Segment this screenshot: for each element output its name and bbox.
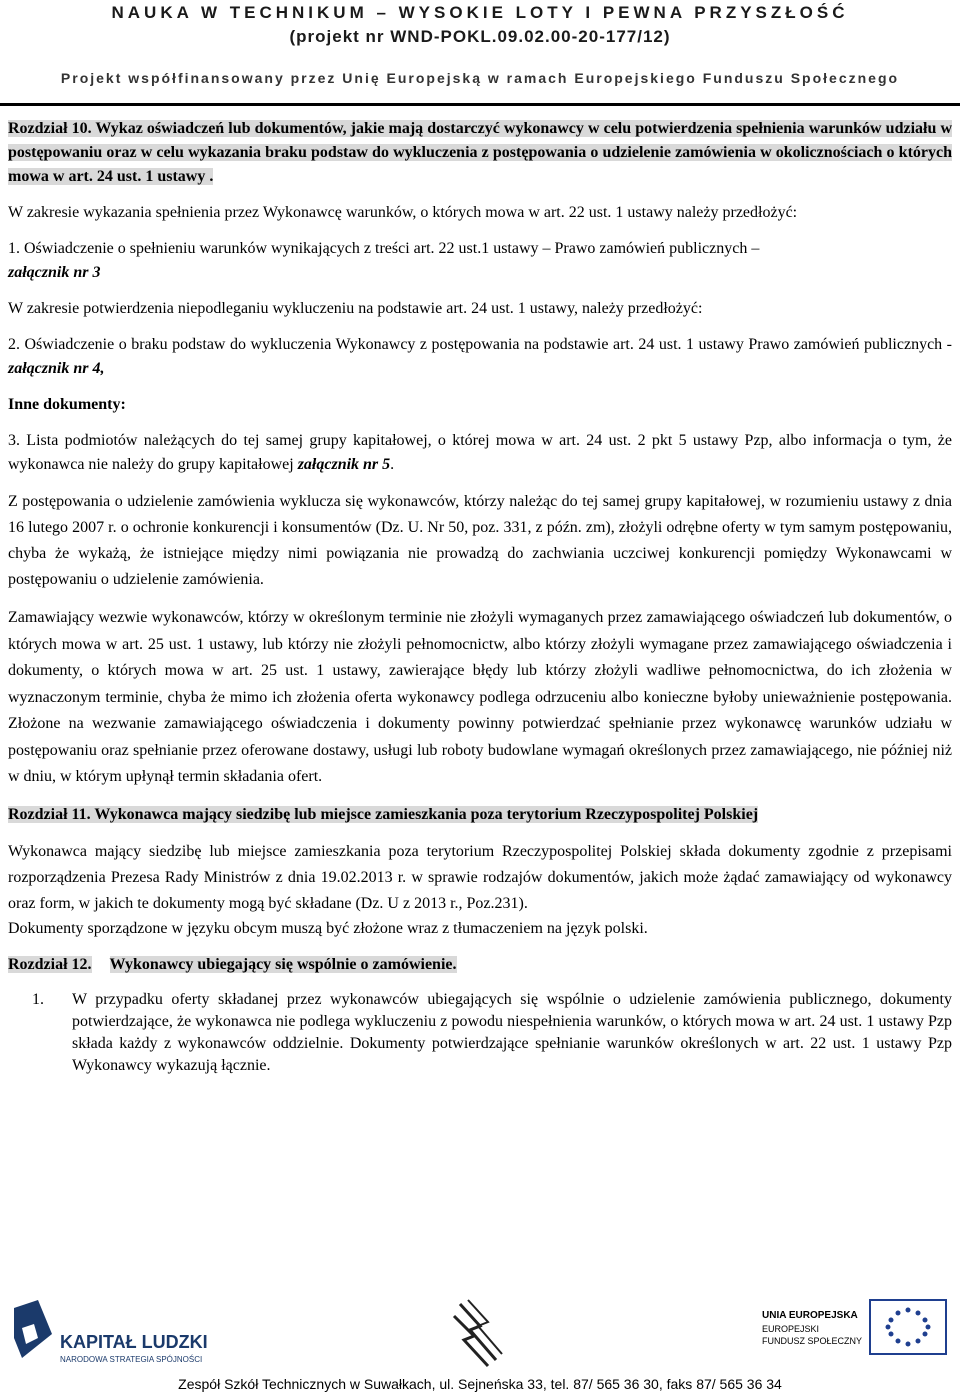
funding-note: Projekt współfinansowany przez Unię Europejską w ramach Europejskiego Funduszu Społecznego xyxy=(60,70,900,86)
paragraph: Dokumenty sporządzone w języku obcym muszą być złożone wraz z tłumaczeniem na język polski. xyxy=(8,919,648,937)
eu-flag-icon xyxy=(760,1296,950,1360)
list-item: 3. Lista podmiotów należących do tej samej grupy kapitałowej, o której mowa w art. 24 ust. 2 pkt 5 ustawy Pzp, albo informacja o tym, że wykonawca nie należy do grupy kapitałowej załącznik nr 5. xyxy=(8,432,952,473)
list-item: 2. Oświadczenie o braku podstaw do wykluczenia Wykonawcy z postępowania na podstawie art. 24 ust. 1 ustawy Prawo zamówień publicznych - załącznik nr 4, xyxy=(8,336,952,377)
chapter-11-title: Rozdział 11. Wykonawca mający siedzibę lub miejsce zamieszkania poza terytorium Rzeczypospolitej Polskiej xyxy=(8,805,759,823)
list-item: 1. Oświadczenie o spełnieniu warunków wynikających z treści art. 22 ust.1 ustawy – Prawo zamówień publicznych – załącznik nr 3 xyxy=(8,240,760,281)
eu-title: UNIA EUROPEJSKA xyxy=(762,1310,858,1321)
kapital-ludzki-icon xyxy=(12,1298,232,1368)
paragraph: W zakresie wykazania spełnienia przez Wykonawcę warunków, o których mowa w art. 22 ust. 1 ustawy należy przedłożyć: xyxy=(8,204,798,221)
eu-social-fund-logo xyxy=(760,1296,950,1360)
chapter-12-title: Rozdział 12. Wykonawcy ubiegający się wspólnie o zamówienie. xyxy=(8,955,457,973)
eu-fund-line1: EUROPEJSKI xyxy=(762,1324,820,1334)
chapter-10-title: Rozdział 10. Wykaz oświadczeń lub dokumentów, jakie mają dostarczyć wykonawcy w celu potwierdzenia spełnienia warunków udziału w postępowaniu oraz w celu wykazania braku podstaw do wykluczenia z postępowania o udzielenie zamówienia w okolicznościach o których mowa w art. 24 ust. 1 ustawy . xyxy=(8,120,952,185)
kapital-ludzki-logo xyxy=(12,1298,232,1368)
document-body xyxy=(8,117,952,1077)
header-divider xyxy=(0,103,960,106)
project-title: NAUKA W TECHNIKUM – WYSOKIE LOTY I PEWNA PRZYSZŁOŚĆ xyxy=(111,3,849,22)
project-number: (projekt nr WND-POKL.09.02.00-20-177/12) xyxy=(289,27,671,46)
paragraph: Zamawiający wezwie wykonawców, którzy w określonym terminie nie złożyli wymaganych przez zamawiającego oświadczeń lub dokumentów, o których mowa w art. 25 ust. 1 ustawy, lub którzy nie złożyli pełnomocnictw, albo którzy złożyli wymagane przez zamawiającego oświadczenia i dokumenty, o których mowa w art. 25 ust. 1 ustawy, zawierające błędy lub którzy złożyli wadliwe pełnomocnictwa, do ich złożenia w wyznaczonym terminie, chyba że mimo ich złożenia oferta wykonawcy podlega odrzuceniu albo konieczne byłoby unieważnienie postępowania. Złożone na wezwanie zamawiającego oświadczenia i dokumenty powinny potwierdzać spełnianie przez wykonawcę warunków udziału w postępowaniu oraz spełnianie przez oferowane dostawy, usługi lub roboty budowlane wymagań określonych przez zamawiającego, nie później niż w dniu, w którym upłynął termin składania ofert. xyxy=(8,609,952,785)
attachment-ref: załącznik nr 4, xyxy=(8,360,105,377)
other-docs-heading: Inne dokumenty: xyxy=(8,396,126,413)
attachment-ref: załącznik nr 5 xyxy=(297,456,391,473)
kl-title: KAPITAŁ LUDZKI xyxy=(60,1332,208,1352)
school-emblem xyxy=(440,1296,520,1368)
footer-address: Zespół Szkół Technicznych w Suwałkach, ul. Sejneńska 33, tel. 87/ 565 36 30, faks 87/ 565 36 34 xyxy=(178,1376,782,1392)
attachment-ref: załącznik nr 3 xyxy=(8,264,101,281)
eu-fund-line2: FUNDUSZ SPOŁECZNY xyxy=(762,1336,863,1346)
kl-subtitle: NARODOWA STRATEGIA SPÓJNOŚCI xyxy=(60,1355,203,1364)
paragraph: Z postępowania o udzielenie zamówienia wyklucza się wykonawców, którzy należąc do tej samej grupy kapitałowej, w rozumieniu ustawy z dnia 16 lutego 2007 r. o ochronie konkurencji i konsumentów (Dz. U. Nr 50, poz. 331, z późn. zm), złożyli odrębne oferty w tym samym postępowaniu, chyba że wykażą, że istniejące między nimi powiązania nie prowadzą do zachwiania uczciwej konkurencji pomiędzy Wykonawcami w postępowaniu o udzielenie zamówienia. xyxy=(8,493,952,588)
paragraph: Wykonawca mający siedzibę lub miejsce zamieszkania poza terytorium Rzeczypospolitej Polskiej składa dokumenty zgodnie z przepisami rozporządzenia Prezesa Rady Ministrów z dnia 19.02.2013 r. w sprawie rodzajów dokumentów, jakich może żądać zamawiający od wykonawcy oraz form, w jakich te dokumenty mogą być składane (Dz. U z 2013 r., Poz.231). xyxy=(8,842,952,912)
lightning-emblem-icon xyxy=(440,1296,520,1368)
list-item: 1. W przypadku oferty składanej przez wykonawców ubiegających się wspólnie o udzielenie zamówienia publicznego, dokumenty potwierdzające, że wykonawca nie podlega wykluczeniu z powodu niespełnienia warunków, o których mowa w art. 24 ust. 1 ustawy Pzp składa każdy z wykonawców oddzielnie. Dokumenty potwierdzające spełnianie warunków określonych w art. 22 ust. 1 ustawy Pzp Wykonawcy wykazują łącznie. xyxy=(32,990,952,1074)
footer-logos xyxy=(0,1290,960,1370)
paragraph: W zakresie potwierdzenia niepodleganiu wykluczeniu na podstawie art. 24 ust. 1 ustawy, należy przedłożyć: xyxy=(8,300,703,317)
